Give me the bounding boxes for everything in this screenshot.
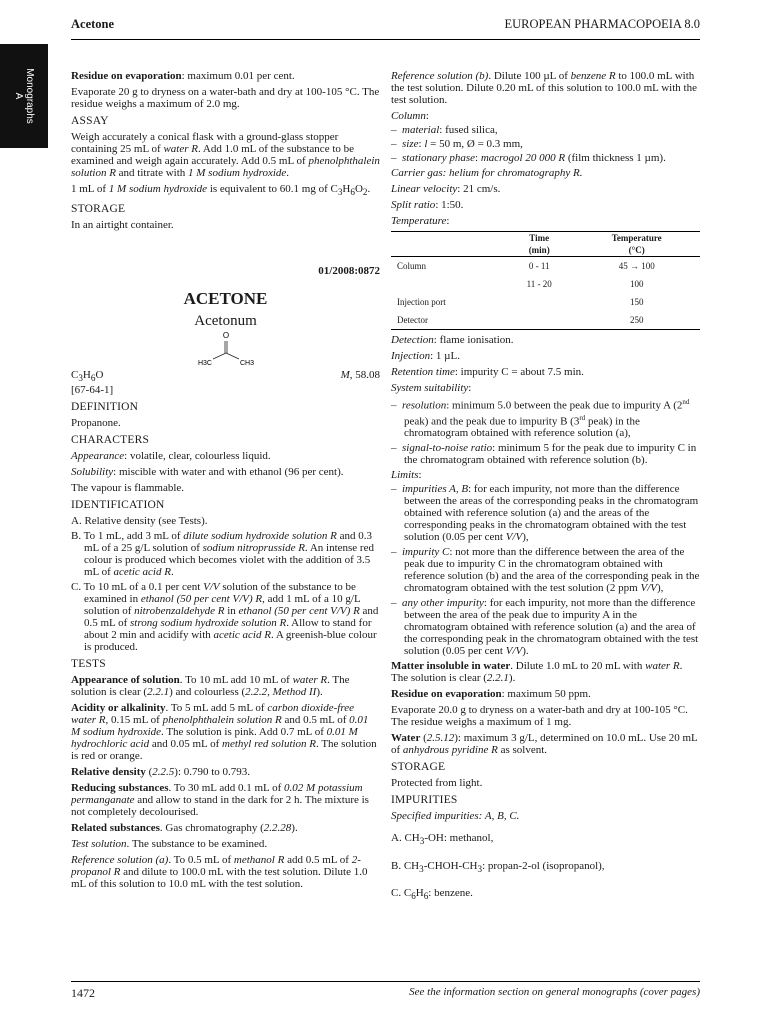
assay-paragraph: Weigh accurately a conical flask with a ground-glass stopper containing 25 mL of water R. Add 1.0 mL of the substance to be examined and weigh again accurately. Add 0.5 mL of phenolphthalein solution R and titrate with 1 M sodium hydroxide. <box>71 131 380 179</box>
impurities-heading: IMPURITIES <box>391 794 458 807</box>
acetone-structure-diagram <box>191 331 261 367</box>
residue-paragraph <box>71 70 380 82</box>
table-header-empty <box>391 232 505 245</box>
test-solution: Test solution. The substance to be examined. <box>71 838 268 851</box>
identification-c: C. To 10 mL of a 0.1 per cent V/V solution of the substance to be examined in ethanol (50 per cent V/V) R, add 1 mL of a 10 g/L solution of nitrobenzaldehyde R in ethanol (50 per cent V/V) R and 0.5 mL of strong sodium hydroxide solution R. Allow to stand for about 2 min and acidify with acetic acid R. A greenish-blue colour is produced. <box>71 581 379 654</box>
appearance-of-solution: Appearance of solution. To 10 mL add 10 mL of water R. The solution is clear (2.2.1) and colourless (2.2.2, Method II). <box>71 674 350 699</box>
temperature-label: Temperature: <box>391 215 450 227</box>
table-header-temperature-unit: (°C) <box>628 245 645 255</box>
reference-solution-a: Reference solution (a). To 0.5 mL of methanol R add 0.5 mL of 2-propanol R and dilute to 100.0 mL with the test solution. Dilute 1.0 mL of this solution to 10.0 mL with the test solution. <box>71 854 368 891</box>
flammable-text: The vapour is flammable. <box>71 482 185 495</box>
water-test: Water (2.5.12): maximum 3 g/L, determined on 10.0 mL. Use 20 mL of anhydrous pyridine R as solvent. <box>391 732 698 757</box>
molecular-formula: $C_3H_6O$ <box>71 369 104 384</box>
injection: Injection: 1 µL. <box>391 350 460 362</box>
tab-line-2: A <box>13 92 24 100</box>
system-suitability: System suitability: <box>391 382 472 394</box>
characters-heading: CHARACTERS <box>71 434 150 447</box>
identification-heading: IDENTIFICATION <box>71 499 165 512</box>
impurity-b: B. $CH_3-CHOH-CH_3$: propan-2-ol (isopropanol), <box>391 859 605 874</box>
definition-text: Propanone. <box>71 417 121 430</box>
molecular-mass: M, 58.08 <box>340 369 380 382</box>
struct-left-methyl: H3C <box>197 360 212 368</box>
tab-line-1: Monographs <box>24 68 35 124</box>
residue-right-body: Evaporate 20.0 g to dryness on a water-bath and dry at 100-105 °C. The residue weighs a maximum of 1 mg. <box>391 704 688 729</box>
storage-text-right: Protected from light. <box>391 777 483 790</box>
limit-impurity-c: – impurity C: not more than the difference between the area of the peak due to impurity C in the chromatogram obtained with reference solution (b) and the area of the corresponding peak in the chromatogram obtained with the test solution (2 ppm V/V), <box>391 546 700 595</box>
cas-number: [67-64-1] <box>71 384 114 397</box>
split-ratio: Split ratio: 1:50. <box>391 199 464 211</box>
page-number: 1472 <box>71 986 95 1000</box>
reference-solution-b: Reference solution (b). Dilute 100 µL of benzene R to 100.0 mL with the test solution. Dilute 0.20 mL of this solution to 100.0 mL with the test solution. <box>391 70 697 106</box>
formula-row <box>71 369 380 384</box>
definition-heading: DEFINITION <box>71 401 139 414</box>
footer-note: See the information section on general monographs (cover pages) <box>409 986 700 998</box>
limits-label: Limits: <box>391 469 422 482</box>
column-stationary-phase: – stationary phase: macrogol 20 000 R (film thickness 1 µm). <box>391 152 666 164</box>
resolution-item: – resolution: minimum 5.0 between the peak due to impurity A (2nd peak) and the peak due to impurity B (3rd peak) in the chromatogram obtained with reference solution (a), <box>391 398 690 440</box>
page-header-publication: EUROPEAN PHARMACOPOEIA 8.0 <box>504 17 700 31</box>
footer-rule <box>71 981 700 982</box>
column-material: – material: fused silica, <box>391 124 498 136</box>
appearance-text: Appearance: volatile, clear, colourless liquid. <box>71 450 271 463</box>
monograph-number: 01/2008:0872 <box>318 265 380 278</box>
matter-insoluble: Matter insoluble in water. Dilute 1.0 mL to 20 mL with water R. The solution is clear (2.2.1). <box>391 660 683 685</box>
acidity-alkalinity: Acidity or alkalinity. To 5 mL add 5 mL of carbon dioxide-free water R, 0.15 mL of phenolphthalein solution R and 0.5 mL of 0.01 M sodium hydroxide. The solution is pink. Add 0.7 mL of 0.01 M hydrochloric acid and 0.05 mL of methyl red solution R. The solution is red or orange. <box>71 702 377 763</box>
table-row: Injection port 150 <box>397 297 644 307</box>
storage-heading: STORAGE <box>71 203 126 216</box>
residue-body: Evaporate 20 g to dryness on a water-bath and dry at 100-105 °C. The residue weighs a maximum of 2.0 mg. <box>71 86 380 110</box>
table-row: 11 - 20 100 <box>526 279 644 289</box>
table-row: Column 0 - 11 45 → 100 <box>397 261 655 271</box>
retention-time: Retention time: impurity C = about 7.5 min. <box>391 366 584 378</box>
carrier-gas: Carrier gas: helium for chromatography R. <box>391 167 583 179</box>
detection: Detection: flame ionisation. <box>391 334 514 346</box>
temperature-table <box>391 231 700 330</box>
right-column <box>391 70 700 914</box>
solubility-text: Solubility: miscible with water and with ethanol (96 per cent). <box>71 466 344 479</box>
monograph-title: ACETONE <box>183 289 268 309</box>
limit-other-impurity: – any other impurity: for each impurity, not more than the difference between the area of the peak due to impurity A in the chromatogram obtained with reference solution (a) and the area of the corresponding peak in the chromatogram obtained with the test solution (0.05 per cent V/V). <box>391 597 699 658</box>
specified-impurities: Specified impurities: A, B, C. <box>391 810 520 823</box>
reducing-substances: Reducing substances. To 30 mL add 0.1 mL of 0.02 M potassium permanganate and allow to stand in the dark for 2 h. The mixture is not completely decolourised. <box>71 782 369 819</box>
linear-velocity: Linear velocity: 21 cm/s. <box>391 183 501 195</box>
monographs-tab <box>0 44 48 148</box>
residue-label: Residue on evaporation <box>71 70 182 82</box>
storage-text: In an airtight container. <box>71 219 174 232</box>
signal-to-noise-item: – signal-to-noise ratio: minimum 5 for the peak due to impurity C in the chromatogram obtained with reference solution (b). <box>391 442 697 467</box>
table-header-temperature: Temperature <box>611 233 662 243</box>
table-header-time-unit: (min) <box>528 245 550 255</box>
residue-right: Residue on evaporation: maximum 50 ppm. <box>391 688 591 701</box>
header-rule <box>71 39 700 40</box>
identification-a: A. Relative density (see Tests). <box>71 515 208 528</box>
storage-heading-right: STORAGE <box>391 761 446 774</box>
struct-right-methyl: CH3 <box>239 360 254 368</box>
impurity-c: C. $C_6H_6$: benzene. <box>391 886 473 901</box>
table-row: Detector 250 <box>391 311 700 330</box>
related-substances: Related substances. Gas chromatography (2.2.28). <box>71 822 298 835</box>
table-header-time: Time <box>529 233 550 243</box>
limit-impurities-ab: – impurities A, B: for each impurity, not more than the difference between the areas of the corresponding peaks in the chromatogram obtained with reference solution (a) and the areas of the corresponding peaks in the chromatogram obtained with the test solution (0.05 per cent V/V), <box>391 483 699 544</box>
assay-equivalence: 1 mL of 1 M sodium hydroxide is equivalent to 60.1 mg of $C_3H_6O_2$. <box>71 183 371 198</box>
left-column <box>71 70 380 894</box>
page-header-title: Acetone <box>71 17 115 31</box>
assay-heading: ASSAY <box>71 115 109 127</box>
latin-title: Acetonum <box>194 313 257 330</box>
identification-b: B. To 1 mL, add 3 mL of dilute sodium hydroxide solution R and 0.3 mL of a 25 g/L solution of sodium nitroprusside R. An intense red colour is produced which becomes violet with the addition of 3.5 mL of acetic acid R. <box>71 530 374 579</box>
relative-density: Relative density (2.2.5): 0.790 to 0.793. <box>71 766 251 779</box>
column-label: Column: <box>391 110 429 122</box>
monographs-tab-label <box>13 68 35 124</box>
residue-limit: : maximum 0.01 per cent. <box>181 70 295 82</box>
tests-heading: TESTS <box>71 658 106 671</box>
column-size: – size: l = 50 m, Ø = 0.3 mm, <box>391 138 523 150</box>
impurity-a: A. $CH_3-OH$: methanol, <box>391 832 494 847</box>
struct-oxygen: O <box>222 331 229 341</box>
